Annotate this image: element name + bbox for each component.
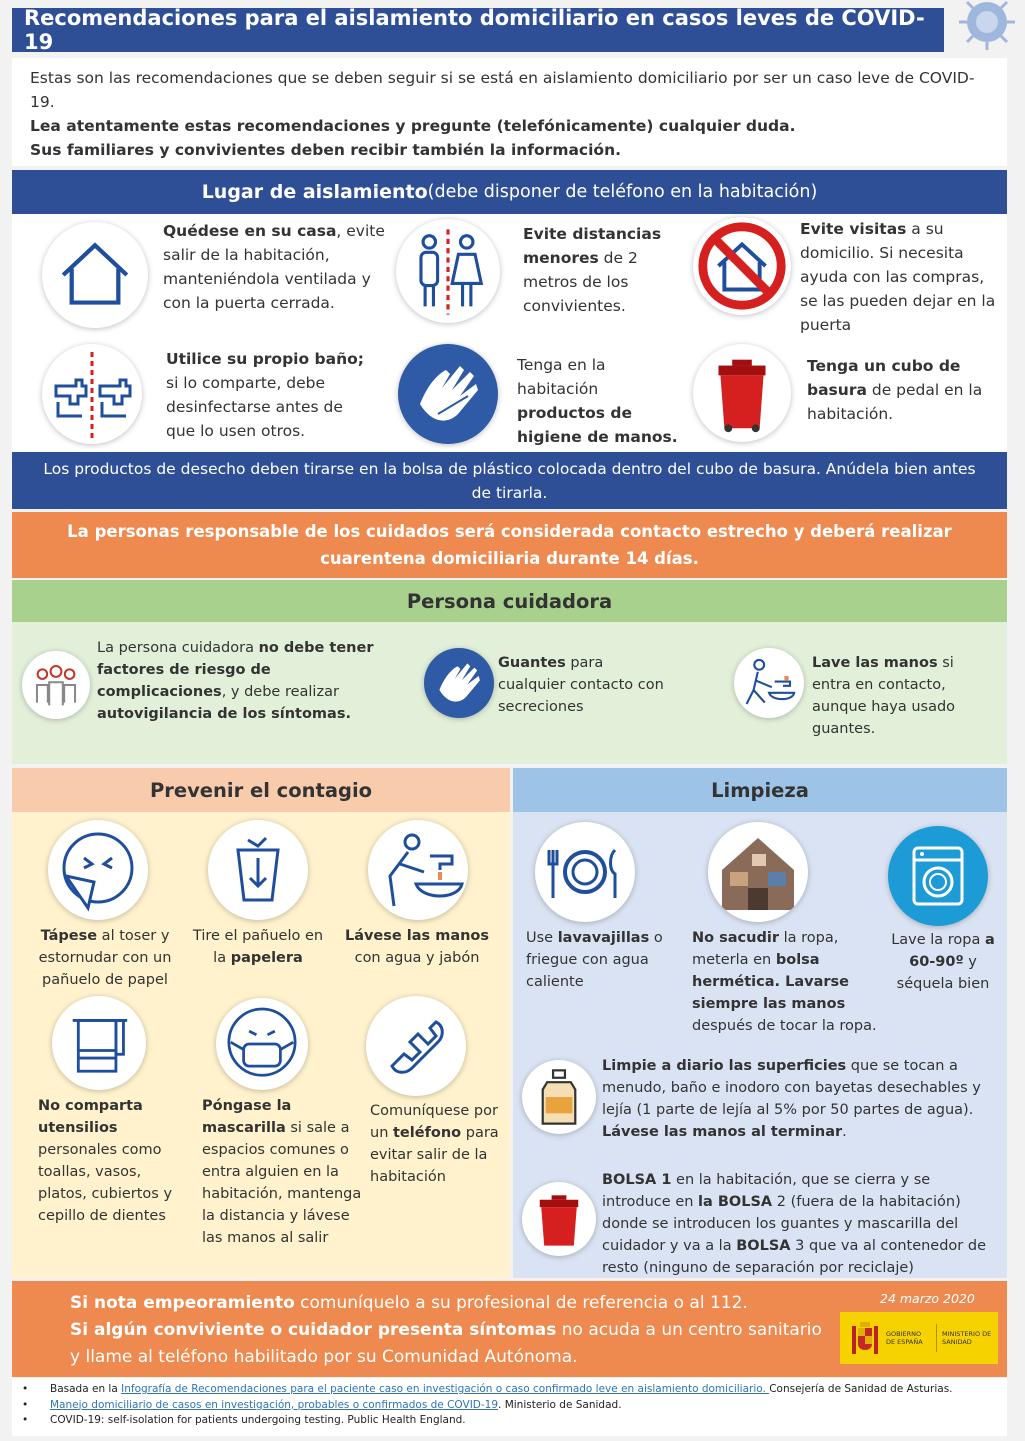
page-title: Recomendaciones para el aislamiento domiciliario en casos leves de COVID-19 xyxy=(12,8,944,52)
lugar-item-6: Tenga un cubo de basura de pedal en la habitación. xyxy=(807,357,983,423)
wash-hands-person-icon xyxy=(734,648,804,718)
lugar-item-1: Quédese en su casa, evite salir de la habitación, manteniéndola ventilada y con la puerta cerrada. xyxy=(163,222,385,312)
bleach-bottle-icon xyxy=(522,1060,596,1134)
intro-line-3: Sus familiares y convivientes deben recibir también la información. xyxy=(30,141,622,159)
hand-hygiene-icon xyxy=(398,344,498,444)
gloves-icon xyxy=(424,648,494,718)
washing-machine-icon xyxy=(888,826,988,926)
telephone-icon xyxy=(366,996,466,1096)
house-icon xyxy=(42,222,148,328)
reference-link[interactable]: Infografía de Recomendaciones para el paciente caso en investigación o caso confirmado leve en aislamiento domiciliario. xyxy=(121,1383,770,1395)
cuidadora-item-3: Lave las manos si entra en contacto, aunque haya usado guantes. xyxy=(812,655,956,737)
intro-line-1: Estas son las recomendaciones que se deben seguir si se está en aislamiento domiciliario por ser un caso leve de COVID-19. xyxy=(30,69,975,111)
lugar-aislamiento-header: Lugar de aislamiento (debe disponer de teléfono en la habitación) xyxy=(12,170,1007,214)
footer-text: Si nota empeoramiento comuníquelo a su profesional de referencia o al 112. Si algún conviviente o cuidador presenta síntomas no acuda a un centro sanitario y llame al teléfono habilitado por su Comunidad Autónoma. xyxy=(70,1293,822,1367)
intro-line-2: Lea atentamente estas recomendaciones y pregunte (telefónicamente) cualquier duda. xyxy=(30,117,796,135)
coronavirus-icon xyxy=(945,0,1025,62)
desecho-notice: Los productos de desecho deben tirarse en la bolsa de plástico colocada dentro del cubo de basura. Anúdela bien antes de tirarla. xyxy=(12,452,1007,509)
cuidados-notice: La personas responsable de los cuidados será considerada contacto estrecho y deberá realizar cuarentena domiciliaria durante 14 días. xyxy=(12,512,1007,578)
trash-bag-bin-icon xyxy=(522,1182,596,1256)
lugar-item-2: Evite distancias menores de 2 metros de los convivientes. xyxy=(523,225,662,315)
reference-item: • Basada en la Infografía de Recomendaciones para el paciente caso en investigación o caso confirmado leve en aislamiento domiciliario. Consejería de Sanidad de Asturias. xyxy=(22,1383,953,1395)
limpieza-item-2: No sacudir la ropa, meterla en bolsa hermética. Lavarse siempre las manos después de tocar la ropa. xyxy=(692,930,877,1034)
limpieza-item-3: Lave la ropa a 60-90º y séquela bien xyxy=(891,932,995,992)
persona-cuidadora-header: Persona cuidadora xyxy=(12,580,1007,622)
prevenir-item-4: No comparta utensilios personales como toallas, vasos, platos, cubiertos y cepillo de dientes xyxy=(38,1098,173,1224)
coat-of-arms-icon xyxy=(848,1320,882,1358)
references-list xyxy=(12,1378,1007,1436)
limpieza-item-4: Limpie a diario las superficies que se tocan a menudo, baño e inodoro con bayetas desechables y lejía (1 parte de lejía al 5% por 50 partes de agua). Lávese las manos al terminar. xyxy=(602,1058,981,1140)
prevenir-item-5: Póngase la mascarilla si sale a espacios comunes o entra alguien en la habitación, mantenga la distancia y lávese las manos al salir xyxy=(202,1098,362,1246)
cuidadora-item-2: Guantes para cualquier contacto con secreciones xyxy=(498,655,664,715)
dishes-icon xyxy=(535,822,635,922)
bathroom-taps-icon xyxy=(42,344,142,444)
wastebasket-icon xyxy=(208,820,308,920)
sneeze-tissue-icon xyxy=(48,820,148,920)
reference-link[interactable]: Manejo domiciliario de casos en investigación, probables o confirmados de COVID-19 xyxy=(50,1398,499,1411)
reference-item: • COVID-19: self-isolation for patients undergoing testing. Public Health England. xyxy=(22,1414,466,1426)
gobierno-logo: GOBIERNO DE ESPAÑA MINISTERIO DE SANIDAD xyxy=(840,1312,998,1364)
limpieza-item-1: Use lavavajillas o friegue con agua caliente xyxy=(526,930,663,990)
publication-date: 24 marzo 2020 xyxy=(880,1291,975,1306)
intro-section xyxy=(12,58,1007,166)
face-mask-icon xyxy=(216,998,308,1090)
prevenir-item-2: Tire el pañuelo en la papelera xyxy=(192,928,324,966)
distance-people-icon xyxy=(396,219,500,323)
handwashing-icon xyxy=(368,820,468,920)
limpieza-item-5: BOLSA 1 en la habitación, que se cierra y se introduce en la BOLSA 2 (fuera de la habitación) donde se introducen los guantes y mascarilla del cuidador y va a la BOLSA 3 que va al contenedor de resto (ninguno de separación por reciclaje) xyxy=(602,1172,987,1276)
prevenir-item-6: Comuníquese por un teléfono para evitar salir de la habitación xyxy=(370,1103,499,1185)
lugar-item-4: Utilice su propio baño; si lo comparte, debe desinfectarse antes de que lo usen otros. xyxy=(166,350,364,440)
no-visits-icon xyxy=(693,217,791,315)
laundry-house-icon xyxy=(708,822,808,922)
reference-item: • Manejo domiciliario de casos en investigación, probables o confirmados de COVID-19. Ministerio de Sanidad. xyxy=(22,1398,622,1411)
cuidadora-item-1: La persona cuidadora no debe tener factores de riesgo de complicaciones, y debe realizar autovigilancia de los síntomas. xyxy=(97,640,374,722)
limpieza-header: Limpieza xyxy=(513,768,1007,812)
prevenir-item-3: Lávese las manos con agua y jabón xyxy=(344,928,490,966)
risk-group-icon xyxy=(22,651,90,719)
prevenir-item-1: Tápese al toser y estornudar con un pañuelo de papel xyxy=(38,928,172,988)
prevenir-contagio-header: Prevenir el contagio xyxy=(12,768,510,812)
towel-icon xyxy=(52,996,146,1090)
lugar-item-5: Tenga en la habitación productos de higiene de manos. xyxy=(517,356,678,446)
trash-bin-icon xyxy=(693,344,791,442)
lugar-item-3: Evite visitas a su domicilio. Si necesita ayuda con las compras, se las pueden dejar en la puerta xyxy=(800,220,996,334)
